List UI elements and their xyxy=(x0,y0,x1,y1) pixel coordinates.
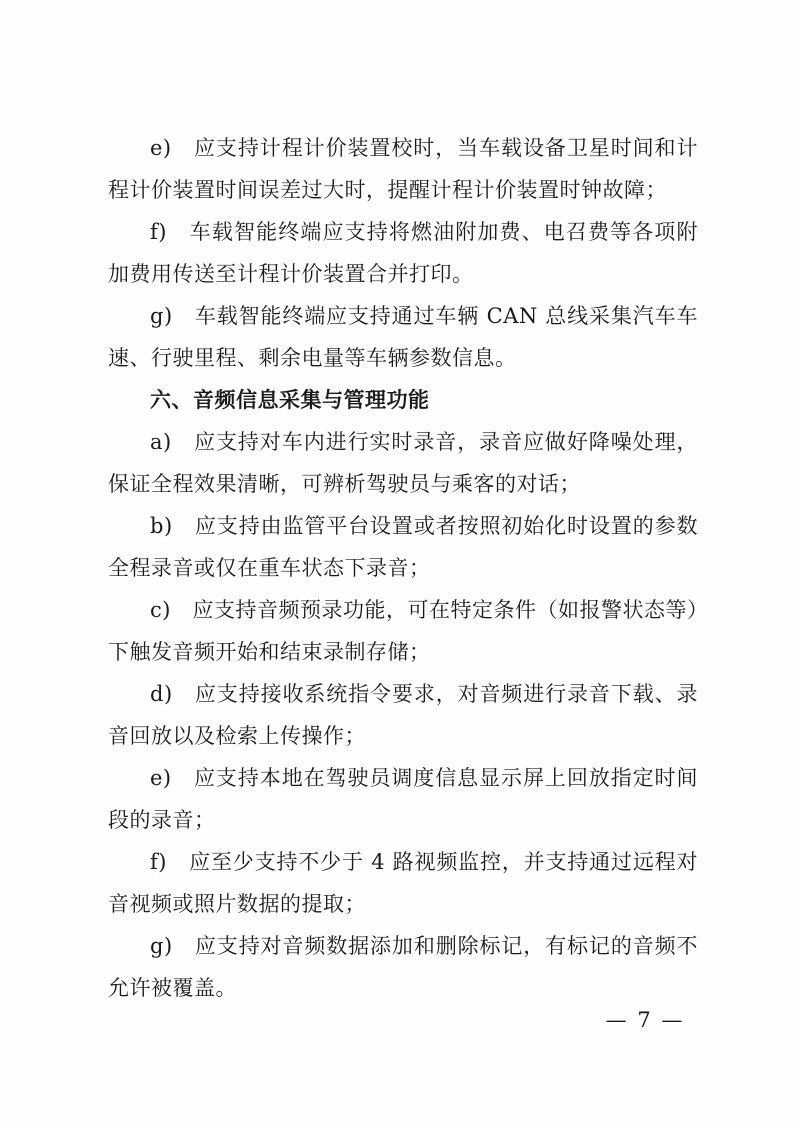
paragraph-f-video-monitoring: f) 应至少支持不少于 4 路视频监控，并支持通过远程对音视频或照片数据的提取； xyxy=(108,850,698,916)
page-number: — 7 — xyxy=(605,1008,685,1032)
paragraph-e-timing: e) 应支持计程计价装置校时，当车载设备卫星时间和计程计价装置时间误差过大时，提醒计程计价装置时钟故障； xyxy=(108,136,698,202)
document-body xyxy=(108,127,698,1009)
paragraph-e-local-playback: e) 应支持本地在驾驶员调度信息显示屏上回放指定时间段的录音； xyxy=(108,766,698,832)
paragraph-g-can-bus: g) 车载智能终端应支持通过车辆 CAN 总线采集汽车车速、行驶里程、剩余电量等车辆参数信息。 xyxy=(108,304,698,370)
paragraph-a-realtime-recording: a) 应支持对车内进行实时录音，录音应做好降噪处理，保证全程效果清晰，可辨析驾驶员与乘客的对话； xyxy=(108,430,698,496)
section-heading: 六、音频信息采集与管理功能 xyxy=(150,388,430,412)
paragraph-c-pre-recording: c) 应支持音频预录功能，可在特定条件（如报警状态等）下触发音频开始和结束录制存储； xyxy=(108,598,698,664)
paragraph-g-audio-marking: g) 应支持对音频数据添加和删除标记，有标记的音频不允许被覆盖。 xyxy=(108,934,698,1000)
paragraph-f-surcharge: f) 车载智能终端应支持将燃油附加费、电召费等各项附加费用传送至计程计价装置合并打印。 xyxy=(108,220,698,286)
paragraph-d-remote-commands: d) 应支持接收系统指令要求，对音频进行录音下载、录音回放以及检索上传操作； xyxy=(108,682,698,748)
paragraph-b-recording-mode: b) 应支持由监管平台设置或者按照初始化时设置的参数全程录音或仅在重车状态下录音； xyxy=(108,514,698,580)
